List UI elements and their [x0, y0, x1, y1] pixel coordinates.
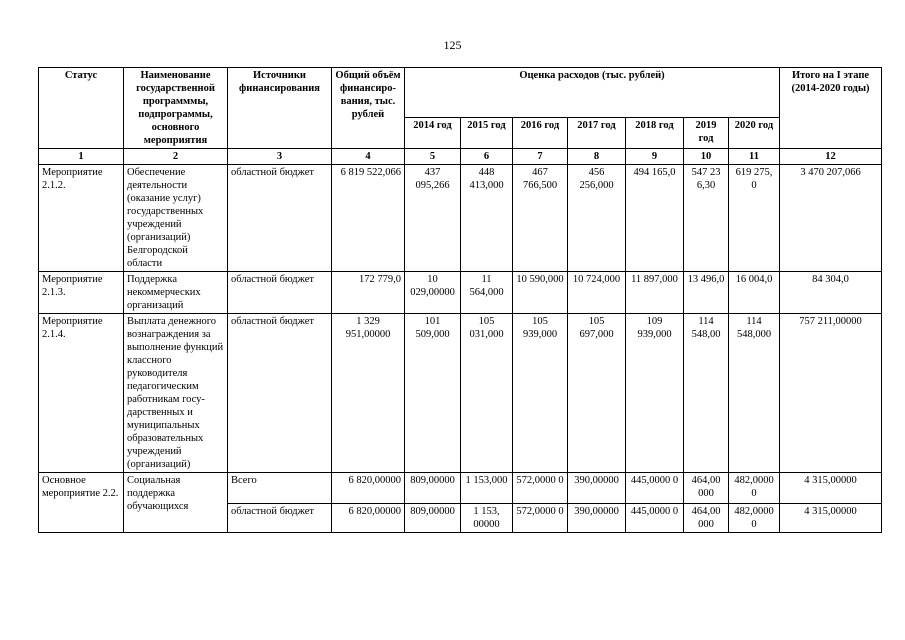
row-year-value: 494 165,0	[626, 165, 684, 272]
row-total: 172 779,0	[332, 272, 405, 314]
header-total-volume: Общий объём финансиро-вания, тыс. рублей	[332, 68, 405, 149]
header-year: 2016 год	[513, 118, 568, 149]
row-year-value: 10 590,000	[513, 272, 568, 314]
header-sources: Источники финансирования	[228, 68, 332, 149]
row-source: Всего	[228, 473, 332, 504]
header-year: 2017 год	[568, 118, 626, 149]
row-total: 1 329 951,00000	[332, 314, 405, 473]
column-number: 12	[780, 149, 882, 165]
row-year-value: 619 275, 0	[729, 165, 780, 272]
table-row	[39, 272, 882, 314]
header-name: Наименование государственной программмы, подпрограммы, основного мероприятия	[124, 68, 228, 149]
row-year-value: 114 548,000	[729, 314, 780, 473]
column-number-row	[39, 149, 882, 165]
table-row	[39, 473, 882, 504]
row-year-value: 809,00000	[405, 473, 461, 504]
header-status: Статус	[39, 68, 124, 149]
row-year-value: 10 724,000	[568, 272, 626, 314]
row-status: Мероприятие 2.1.3.	[39, 272, 124, 314]
column-number: 7	[513, 149, 568, 165]
column-number: 8	[568, 149, 626, 165]
column-number: 2	[124, 149, 228, 165]
row-source: областной бюджет	[228, 272, 332, 314]
row-year-value: 547 23 6,30	[684, 165, 729, 272]
row-stage-total: 4 315,00000	[780, 504, 882, 533]
row-year-value: 114 548,00	[684, 314, 729, 473]
row-year-value: 572,0000 0	[513, 473, 568, 504]
row-year-value: 390,00000	[568, 504, 626, 533]
column-number: 6	[461, 149, 513, 165]
row-year-value: 105 031,000	[461, 314, 513, 473]
row-year-value: 10 029,00000	[405, 272, 461, 314]
header-year: 2018 год	[626, 118, 684, 149]
row-year-value: 11 564,000	[461, 272, 513, 314]
row-total: 6 819 522,066	[332, 165, 405, 272]
page-number: 125	[443, 38, 462, 52]
row-year-value: 464,00 000	[684, 504, 729, 533]
row-source: областной бюджет	[228, 314, 332, 473]
row-stage-total: 84 304,0	[780, 272, 882, 314]
column-number: 5	[405, 149, 461, 165]
row-total: 6 820,00000	[332, 473, 405, 504]
row-year-value: 1 153,000	[461, 473, 513, 504]
row-year-value: 456 256,000	[568, 165, 626, 272]
row-stage-total: 4 315,00000	[780, 473, 882, 504]
row-source: областной бюджет	[228, 504, 332, 533]
table-row	[39, 314, 882, 473]
row-total: 6 820,00000	[332, 504, 405, 533]
table-row	[39, 165, 882, 272]
row-year-value: 467 766,500	[513, 165, 568, 272]
row-name: Выплата денежного вознаграждения за выполнение функций классного руководителя педагогическим работникам госу-дарственных и муниципальных образовательных учреждений (организаций)	[124, 314, 228, 473]
column-number: 9	[626, 149, 684, 165]
column-number: 4	[332, 149, 405, 165]
row-source: областной бюджет	[228, 165, 332, 272]
row-year-value: 572,0000 0	[513, 504, 568, 533]
row-year-value: 16 004,0	[729, 272, 780, 314]
row-year-value: 448 413,000	[461, 165, 513, 272]
header-year: 2019 год	[684, 118, 729, 149]
row-stage-total: 3 470 207,066	[780, 165, 882, 272]
column-number: 11	[729, 149, 780, 165]
header-stage-total: Итого на I этапе (2014-2020 годы)	[780, 68, 882, 149]
header-row	[39, 68, 882, 118]
column-number: 10	[684, 149, 729, 165]
row-status: Мероприятие 2.1.2.	[39, 165, 124, 272]
row-year-value: 11 897,000	[626, 272, 684, 314]
column-number: 1	[39, 149, 124, 165]
row-year-value: 464,00 000	[684, 473, 729, 504]
row-year-value: 105 697,000	[568, 314, 626, 473]
row-stage-total: 757 211,00000	[780, 314, 882, 473]
row-year-value: 109 939,000	[626, 314, 684, 473]
header-year: 2020 год	[729, 118, 780, 149]
budget-table	[38, 67, 882, 533]
row-year-value: 101 509,000	[405, 314, 461, 473]
header-year: 2014 год	[405, 118, 461, 149]
row-year-value: 445,0000 0	[626, 473, 684, 504]
header-estimate: Оценка расходов (тыс. рублей)	[405, 68, 780, 118]
row-year-value: 437 095,266	[405, 165, 461, 272]
row-year-value: 482,0000 0	[729, 504, 780, 533]
row-year-value: 13 496,0	[684, 272, 729, 314]
row-year-value: 390,00000	[568, 473, 626, 504]
row-year-value: 105 939,000	[513, 314, 568, 473]
header-year: 2015 год	[461, 118, 513, 149]
row-year-value: 1 153, 00000	[461, 504, 513, 533]
row-status: Мероприятие 2.1.4.	[39, 314, 124, 473]
row-name: Поддержка некоммерческих организаций	[124, 272, 228, 314]
column-number: 3	[228, 149, 332, 165]
row-name: Социальная поддержка обучающихся	[124, 473, 228, 533]
row-year-value: 482,0000 0	[729, 473, 780, 504]
row-year-value: 809,00000	[405, 504, 461, 533]
row-name: Обеспечение деятельности (оказание услуг) государственных учреждений (организаций) Белгородской области	[124, 165, 228, 272]
row-year-value: 445,0000 0	[626, 504, 684, 533]
row-status: Основное мероприятие 2.2.	[39, 473, 124, 533]
